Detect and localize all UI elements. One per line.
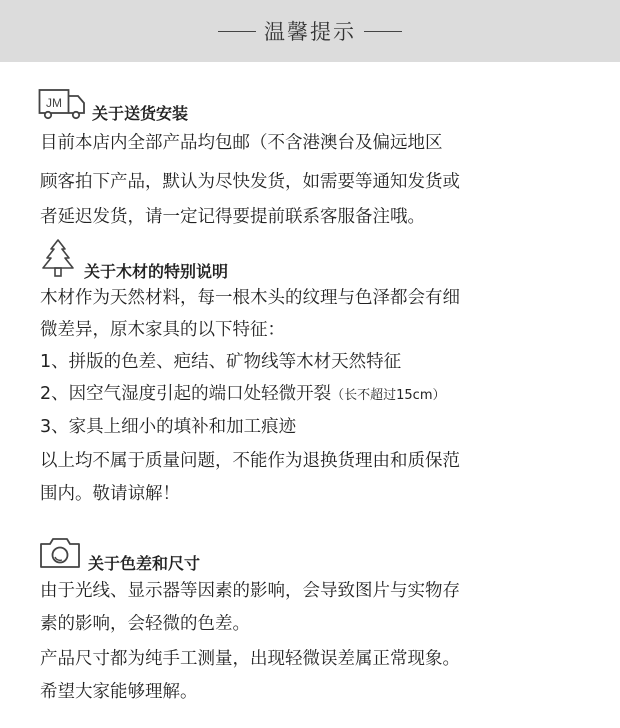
text-line: 微差异，原木家具的以下特征： [40, 320, 285, 340]
pine-tree-icon [38, 238, 78, 282]
text-line: 3、家具上细小的填补和加工痕迹 [40, 417, 297, 437]
camera-icon [38, 536, 82, 574]
page-title: 温馨提示 [264, 20, 356, 44]
section-wood-heading [38, 238, 228, 282]
text-line: 者延迟发货，请一定记得要提前联系客服备注哦。 [40, 207, 425, 227]
truck-icon-text: JM [46, 96, 62, 110]
section-title: 关于色差和尺寸 [88, 554, 201, 573]
section-title: 关于送货安装 [92, 104, 189, 123]
text-line [40, 382, 446, 408]
text-line: 希望大家能够理解。 [40, 682, 198, 702]
section-delivery-heading [38, 88, 188, 124]
text-line: 产品尺寸都为纯手工测量，出现轻微误差属正常现象。 [40, 649, 460, 669]
text-line: 木材作为天然材料，每一根木头的纹理与色泽都会有细 [40, 288, 460, 308]
text-line: 素的影响，会轻微的色差。 [40, 614, 250, 634]
text-line: 由于光线、显示器等因素的影响，会导致图片与实物存 [40, 581, 460, 601]
text-line: 以上均不属于质量问题，不能作为退换货理由和质保范 [40, 451, 460, 471]
section-color-heading [38, 536, 200, 574]
text-line: 目前本店内全部产品均包邮（不含港澳台及偏远地区 [40, 133, 443, 153]
size-note: （长不超过15cm） [331, 388, 446, 403]
text-line: 1、拼版的色差、疤结、矿物线等木材天然特征 [40, 352, 402, 372]
text-line: 顾客拍下产品，默认为尽快发货，如需要等通知发货或 [40, 172, 460, 192]
delivery-truck-icon [38, 88, 86, 124]
header-left-dash [218, 31, 256, 32]
header-right-dash [364, 31, 402, 32]
text-line: 围内。敬请谅解！ [40, 484, 180, 504]
section-title: 关于木材的特别说明 [84, 262, 229, 281]
text-line-main: 2、因空气湿度引起的端口处轻微开裂 [40, 384, 332, 404]
header-banner [0, 0, 620, 62]
